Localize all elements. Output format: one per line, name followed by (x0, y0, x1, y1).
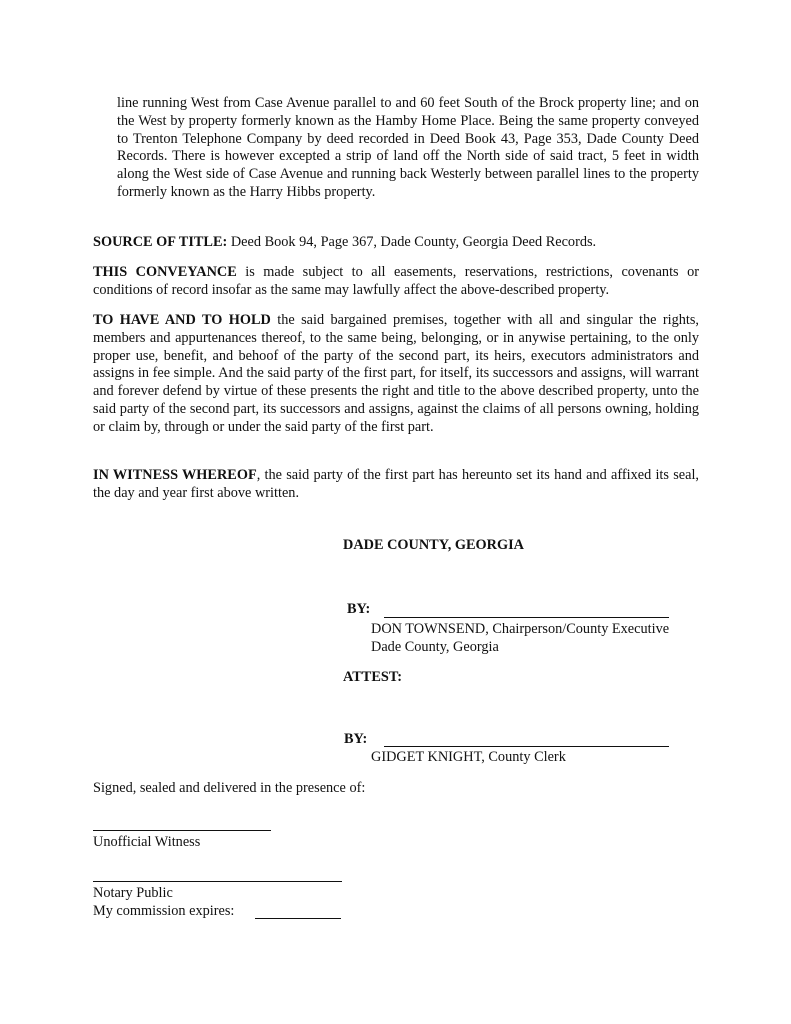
source-of-title-paragraph (93, 234, 699, 252)
habendum-paragraph (93, 312, 699, 437)
property-description-paragraph: line running West from Case Avenue parallel to and 60 feet South of the Brock property line; and on the West by property formerly known as the Hamby Home Place. Being the same property conveyed to Trenton Telephone Company by deed recorded in Deed Book 43, Page 353, Dade County Deed Records. There is however excepted a strip of land off the North side of said tract, 5 feet in width along the West side of Case Avenue and running back Westerly between parallel lines to the property formerly known as the Harry Hibbs property. (117, 95, 699, 200)
source-of-title-text: Deed Book 94, Page 367, Dade County, Georgia Deed Records. (227, 234, 597, 250)
by-label-2: BY: (344, 731, 368, 747)
signature-line-clerk (384, 746, 669, 747)
signer-2-name: GIDGET KNIGHT, County Clerk (371, 749, 566, 765)
signer-1-name: DON TOWNSEND, Chairperson/County Executive (371, 621, 670, 637)
commission-expires-label: My commission expires: (93, 903, 235, 919)
habendum-heading: TO HAVE AND TO HOLD (93, 312, 271, 328)
commission-expires-line (255, 918, 341, 919)
grantor-name: DADE COUNTY, GEORGIA (343, 537, 524, 553)
by-label-1: BY: (347, 601, 371, 617)
unofficial-witness-label: Unofficial Witness (93, 834, 201, 850)
witness-signature-line (93, 830, 271, 831)
witness-text: , the said party of the first part has hereunto set its hand and affixed its seal, the day and year first above written. (93, 467, 699, 501)
conveyance-text: is made subject to all easements, reservations, restrictions, covenants or conditions of record insofar as the same may lawfully affect the above-described property. (93, 264, 699, 298)
presence-text: Signed, sealed and delivered in the presence of: (93, 780, 366, 796)
signature-line-chairperson (384, 617, 669, 618)
habendum-text: the said bargained premises, together with all and singular the rights, members and appurtenances thereof, to the same being, belonging, or in anywise pertaining, to the only proper use, benefit, and behoof of the party of the second part, its heirs, executors administrators and assigns in fee simple. And the said party of the first part, for itself, its successors and assigns, will warrant and forever defend by virtue of these presents the right and title to the above described property, unto the said party of the second part, its successors and assigns, against the claims of all persons owning, holding or claim by, through or under the said party of the first part. (93, 312, 700, 435)
source-of-title-heading: SOURCE OF TITLE: (93, 234, 228, 250)
conveyance-heading: THIS CONVEYANCE (93, 264, 237, 280)
notary-public-label: Notary Public (93, 885, 173, 901)
signer-1-org: Dade County, Georgia (371, 639, 499, 655)
notary-signature-line (93, 881, 342, 882)
witness-heading: IN WITNESS WHEREOF (93, 467, 257, 483)
witness-paragraph (93, 467, 699, 503)
conveyance-paragraph (93, 264, 699, 300)
attest-label: ATTEST: (343, 669, 403, 685)
